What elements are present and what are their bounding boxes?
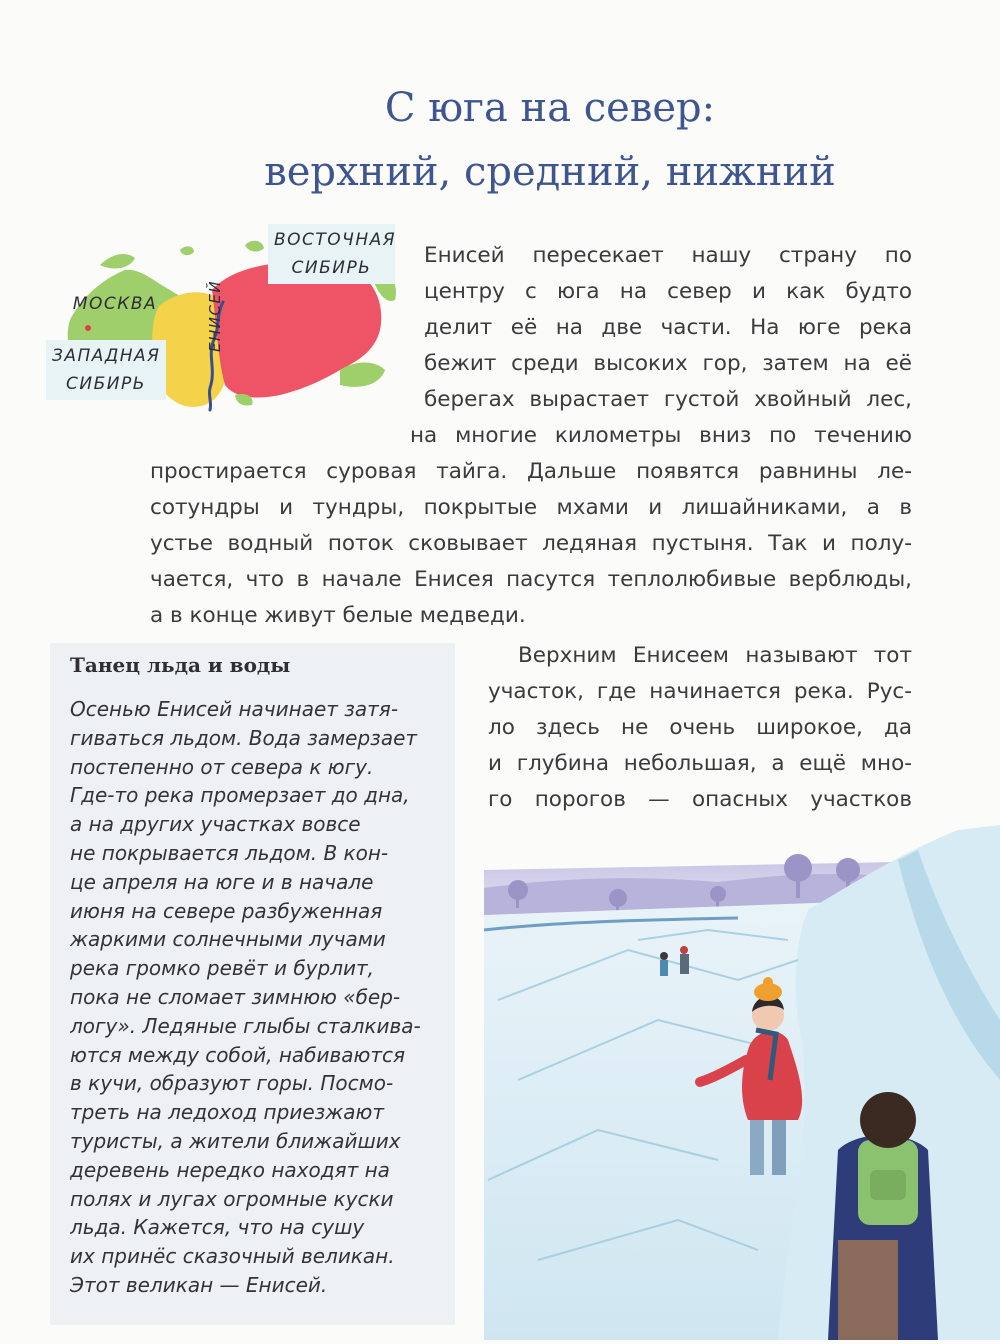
- sidebar-line: Этот великан — Енисей.: [70, 1272, 328, 1297]
- east-siberia-label-line-1: ВОСТОЧНАЯ: [274, 230, 397, 250]
- sidebar-line: постепенно от севера к югу.: [70, 754, 374, 779]
- page-title-line-1: С юга на север:: [384, 85, 716, 131]
- west-siberia-label-line-2: СИБИРЬ: [66, 374, 146, 394]
- upper-line: участок, где начинается река. Рус-: [488, 679, 912, 704]
- sidebar-line: полях и лугах огромные куски: [70, 1186, 394, 1211]
- intro-text: [150, 238, 912, 634]
- sidebar-line: жаркими солнечными лучами: [70, 927, 386, 952]
- west-siberia-label-line-1: ЗАПАДНАЯ: [52, 346, 161, 366]
- sidebar-line: треть на ледоход приезжают: [70, 1100, 385, 1125]
- ice-dance-sidebar: [50, 643, 455, 1325]
- intro-line: простирается суровая тайга. Дальше появятся равнины ле-: [150, 459, 912, 484]
- page-title: [150, 76, 950, 204]
- intro-line: устье водный поток сковывает ледяная пустыня. Так и полу-: [150, 531, 912, 556]
- page-title-line-2: верхний, средний, нижний: [264, 149, 836, 195]
- intro-line: Енисей пересекает нашу страну по: [424, 243, 912, 268]
- intro-line: делит её на две части. На юге река: [424, 315, 912, 340]
- intro-line: на многие километры вниз по течению: [410, 423, 912, 448]
- yenisei-river-label: ЕНИСЕЙ: [206, 279, 224, 352]
- upper-line: и глубина небольшая, а ещё мно-: [488, 751, 912, 776]
- upper-yenisei-text: [488, 638, 912, 818]
- intro-line: бежит среди высоких гор, затем на её: [424, 351, 912, 376]
- sidebar-line: деревень нередко находят на: [70, 1157, 390, 1182]
- intro-line: сотундры и тундры, покрытые мхами и лишайниками, а в: [150, 495, 912, 520]
- sidebar-line: пока не сломает зимнюю «бер-: [70, 984, 401, 1009]
- sidebar-line: це апреля на юге и в начале: [70, 869, 374, 894]
- east-siberia-label-line-2: СИБИРЬ: [291, 258, 372, 278]
- sidebar-line: не покрывается льдом. В кон-: [70, 840, 389, 865]
- west-siberia-label: [46, 340, 166, 400]
- moscow-dot: [85, 325, 91, 331]
- sidebar-line: логу». Ледяные глыбы сталкива-: [70, 1013, 421, 1038]
- sidebar-line: июня на севере разбуженная: [70, 898, 383, 923]
- sidebar-title: Танец льда и воды: [70, 653, 291, 677]
- sidebar-line: Где-то река промерзает до дна,: [70, 783, 410, 808]
- intro-line: центру с юга на север и как будто: [424, 279, 912, 304]
- sidebar-line: ются между собой, набиваются: [70, 1042, 406, 1067]
- sidebar-body: [70, 695, 440, 1300]
- moscow-label: МОСКВА: [72, 294, 158, 314]
- sidebar-line: в кучи, образуют горы. Посмо-: [70, 1071, 394, 1096]
- upper-line: ло здесь не очень широкое, да: [488, 715, 912, 740]
- sidebar-line: их принёс сказочный великан.: [70, 1244, 395, 1269]
- ice-scene: [478, 820, 1000, 1340]
- intro-line: чается, что в начале Енисея пасутся теплолюбивые верблюды,: [150, 567, 912, 592]
- sidebar-line: а на других участках вовсе: [70, 812, 361, 837]
- upper-line: го порогов — опасных участков: [488, 787, 912, 812]
- sidebar-line: Осенью Енисей начинает затя-: [70, 697, 399, 721]
- sidebar-line: льда. Кажется, что на сушу: [70, 1215, 365, 1240]
- sidebar-line: гиваться льдом. Вода замерзает: [70, 725, 418, 750]
- ice-river-illustration: [478, 820, 1000, 1340]
- sidebar-line: туристы, а жители ближайших: [70, 1128, 401, 1153]
- intro-line: а в конце живут белые медведи.: [150, 603, 526, 628]
- intro-line: берегах вырастает густой хвойный лес,: [424, 387, 912, 412]
- upper-line: Верхним Енисеем называют тот: [518, 643, 912, 668]
- sidebar-line: река громко ревёт и бурлит,: [70, 956, 375, 981]
